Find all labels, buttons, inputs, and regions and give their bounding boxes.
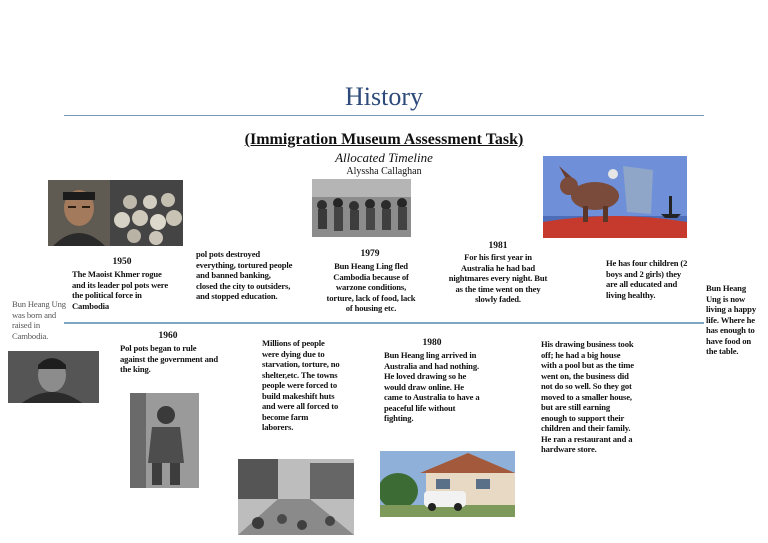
house-photo [380,451,515,517]
title-divider [64,115,704,116]
event-1981-text: For his first year in Australia he had bad nightmares every night. But as the time went on they slowly faded. [448,252,548,304]
drawing-business-text: His drawing business took off; he had a big house with a pool but as the time went on, the business did not do so well. So they got moved to a smaller house, but are still earning enough to support their children and their family. He ran a restaurant and a hardware store. [541,339,634,454]
event-1980-text: Bun Heang ling arrived in Australia and had nothing. He loved drawing so he would draw online. He came to Australia to have a peaceful life without fighting. [384,350,480,423]
page-title: History [345,82,423,111]
children-text: He has four children (2 boys and 2 girls) they are all educated and living healthy. [606,258,688,300]
refugees-photo [312,179,411,237]
boy-photo [8,351,99,403]
year-1980: 1980 [422,338,442,348]
timeline-name: Allocated Timeline [335,150,433,165]
event-1960-text: Pol pots began to rule against the government and the king. [120,343,219,374]
year-1950: 1950 [112,257,132,267]
skulls-photo [110,180,183,246]
event-1950-text: The Maoist Khmer rogue and its leader pol pots were the political force in Cambodia [72,269,168,311]
year-1979: 1979 [360,249,380,259]
portrait-photo [48,180,110,246]
year-1960: 1960 [158,331,178,341]
year-1981: 1981 [488,241,508,251]
millions-dying-text: Millions of people were dying due to starvation, torture, no shelter,etc. The towns people were forced to build makeshift huts and were all forced to become farm laborers. [262,338,340,432]
cartoon-illustration [543,156,687,238]
author-name: Alyssha Callaghan [346,166,422,177]
street-photo [238,459,354,535]
happy-life-text: Bun Heang Ung is now living a happy life. Where he has enough to have food on the table. [706,283,756,356]
event-1979-text: Bun Heang Ling fled Cambodia because of warzone conditions, torture, lack of food, lack of housing etc. [326,261,416,313]
page-subtitle: (Immigration Museum Assessment Task) [244,131,524,148]
polpot-destroyed-text: pol pots destroyed everything, tortured people and banned banking, closed the city to outsiders, and stopped education. [196,249,293,301]
timeline-axis [64,322,704,324]
prisoner-photo [130,393,199,488]
born-text: Bun Heang Ung was born and raised in Cambodia. [12,299,66,341]
